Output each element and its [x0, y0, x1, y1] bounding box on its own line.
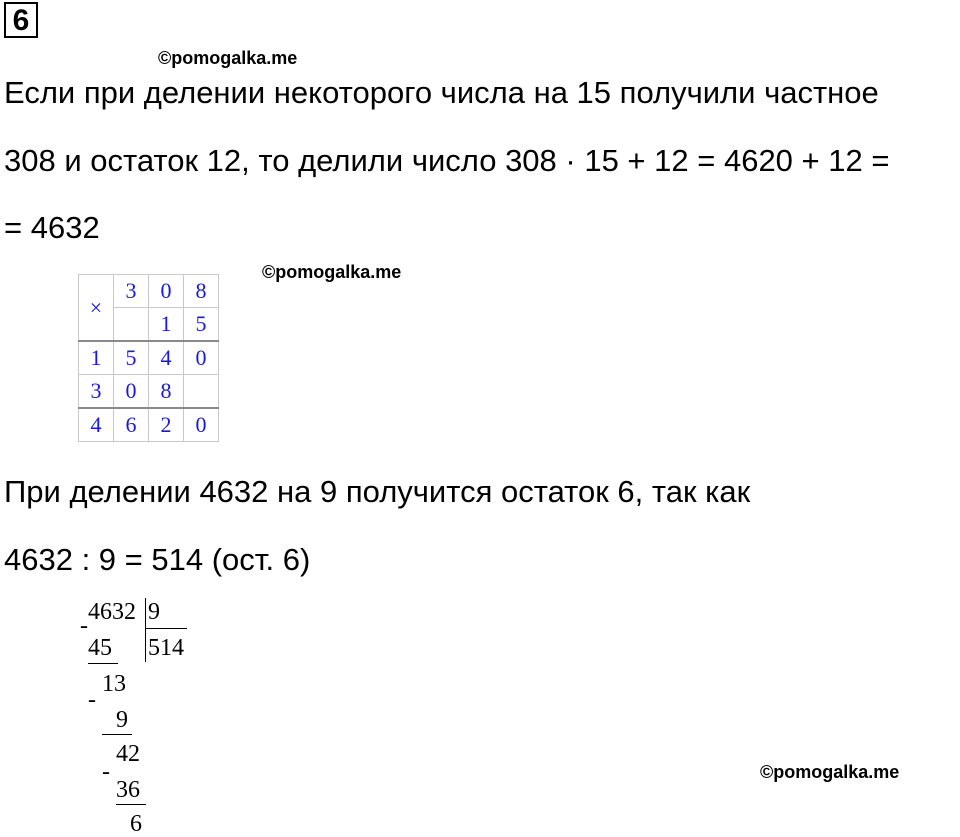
text-line-2: 308 и остаток 12, то делили число 308 · 15 + 12 = 4620 + 12 =	[4, 143, 890, 178]
division-step: 45	[88, 635, 112, 661]
grid-cell	[184, 375, 219, 409]
grid-cell: 5	[184, 308, 219, 342]
division-step: 42	[116, 741, 140, 767]
grid-cell: 4	[79, 408, 114, 442]
grid-cell: 3	[114, 275, 149, 308]
text-line-3: = 4632	[4, 210, 100, 245]
multiplication-grid	[78, 274, 219, 442]
division-dividend: 4632	[88, 599, 136, 625]
grid-cell: 6	[114, 408, 149, 442]
watermark: ©pomogalka.me	[760, 762, 900, 782]
division-step-line	[102, 734, 132, 735]
grid-cell: 4	[149, 341, 184, 375]
text-line-1: Если при делении некоторого числа на 15 получили частное	[4, 75, 879, 110]
grid-cell: 3	[79, 375, 114, 409]
minus-sign: -	[102, 759, 110, 785]
text-line-5: 4632 : 9 = 514 (ост. 6)	[4, 542, 311, 577]
grid-cell: 0	[149, 275, 184, 308]
division-divisor: 9	[148, 599, 160, 625]
division-step: 36	[116, 777, 140, 803]
grid-cell	[114, 308, 149, 342]
grid-cell: 5	[114, 341, 149, 375]
minus-sign: -	[80, 613, 88, 639]
problem-number: 6	[4, 2, 38, 38]
watermark: ©pomogalka.me	[262, 262, 402, 282]
minus-sign: -	[88, 687, 96, 713]
grid-cell: 0	[184, 341, 219, 375]
text-line-4: При делении 4632 на 9 получится остаток 6, так как	[4, 474, 751, 509]
division-step: 13	[102, 671, 126, 697]
division-divisor-underline	[145, 628, 187, 629]
division-step-line	[116, 804, 146, 805]
grid-cell: 1	[149, 308, 184, 342]
multiply-sign: ×	[79, 275, 114, 342]
division-remainder: 6	[130, 811, 142, 837]
division-step-line	[88, 663, 118, 664]
grid-cell: 0	[184, 408, 219, 442]
watermark: ©pomogalka.me	[158, 48, 298, 68]
grid-cell: 2	[149, 408, 184, 442]
division-vertical-line	[145, 598, 146, 662]
grid-cell: 0	[114, 375, 149, 409]
division-step: 9	[116, 707, 128, 733]
division-quotient: 514	[148, 635, 184, 661]
grid-cell: 1	[79, 341, 114, 375]
grid-cell: 8	[184, 275, 219, 308]
grid-cell: 8	[149, 375, 184, 409]
